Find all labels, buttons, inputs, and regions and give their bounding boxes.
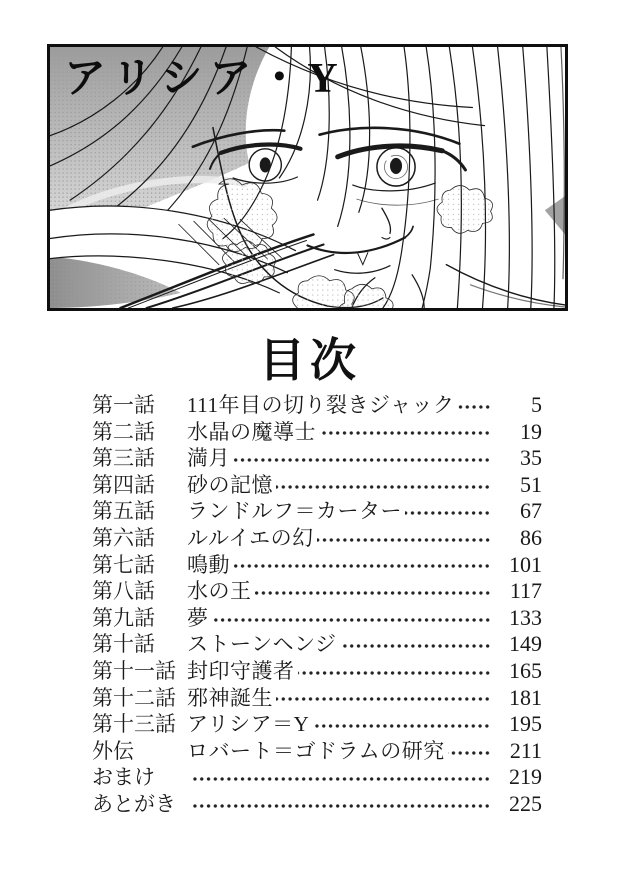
- chapter-label: 第十二話: [92, 685, 176, 710]
- chapter-label: 第四話: [92, 472, 155, 497]
- chapter-label: 第八話: [92, 579, 155, 604]
- chapter-title: 砂の記憶: [187, 472, 273, 497]
- toc-row: [92, 392, 542, 419]
- page-number: 51: [520, 471, 542, 497]
- toc-row: [92, 578, 542, 605]
- chapter-label: 第六話: [92, 525, 155, 550]
- dot-leader: [276, 696, 491, 702]
- dot-leader: [233, 563, 491, 569]
- chapter-title: 水晶の魔導士: [187, 419, 316, 444]
- toc-row: [92, 685, 542, 712]
- toc-row: [92, 525, 542, 552]
- toc-list: [92, 392, 542, 818]
- dot-leader: [317, 537, 491, 543]
- dot-leader: [405, 510, 491, 516]
- chapter-label: 第十一話: [92, 658, 176, 683]
- toc-heading: 目次: [259, 335, 361, 386]
- page-number: 67: [520, 498, 542, 524]
- chapter-label: 外伝: [92, 738, 134, 763]
- dot-leader: [458, 404, 491, 410]
- dot-leader: [298, 670, 492, 676]
- chapter-title: 水の王: [187, 579, 252, 604]
- chapter-title: 封印守護者: [187, 658, 295, 683]
- toc-row: [92, 711, 542, 738]
- page-number: 86: [520, 524, 542, 550]
- chapter-label: 第十話: [92, 632, 155, 657]
- dot-leader: [190, 776, 491, 782]
- page-number: 117: [509, 578, 542, 604]
- toc-row: [92, 631, 542, 658]
- page-number: 149: [509, 631, 542, 657]
- chapter-label: 第五話: [92, 499, 155, 524]
- chapter-title: 鳴動: [187, 552, 230, 577]
- chapter-label: 第十三話: [92, 712, 176, 737]
- toc-row: [92, 472, 542, 499]
- dot-leader: [233, 457, 491, 463]
- cover-title: アリシア・Y: [64, 56, 345, 102]
- toc-row: [92, 658, 542, 685]
- chapter-label: 第九話: [92, 605, 155, 630]
- chapter-label: あとがき: [92, 791, 176, 816]
- dot-leader: [448, 750, 491, 756]
- dot-leader: [340, 643, 491, 649]
- chapter-title: 111年目の切り裂きジャック: [187, 393, 455, 417]
- chapter-label: 第一話: [92, 393, 155, 417]
- chapter-title: 夢: [187, 605, 209, 630]
- toc-row: [92, 552, 542, 579]
- toc-row: [92, 419, 542, 446]
- page-number: 101: [509, 551, 542, 577]
- dot-leader: [212, 617, 492, 623]
- chapter-title: ルルイエの幻: [187, 525, 314, 550]
- page-number: 5: [531, 392, 542, 417]
- page-number: 19: [520, 418, 542, 444]
- dot-leader: [190, 803, 491, 809]
- page-number: 211: [509, 737, 542, 763]
- toc-row: [92, 605, 542, 632]
- chapter-title: 邪神誕生: [187, 685, 273, 710]
- chapter-title: ロバート＝ゴドラムの研究: [187, 738, 445, 763]
- toc-row: [92, 791, 542, 818]
- toc-row: [92, 738, 542, 765]
- dot-leader: [276, 484, 491, 490]
- chapter-title: 満月: [187, 446, 230, 471]
- cover-illustration-panel: [47, 44, 568, 311]
- chapter-label: 第二話: [92, 419, 155, 444]
- page-number: 225: [509, 790, 542, 816]
- chapter-title: ランドルフ＝カーター: [187, 499, 402, 524]
- chapter-label: 第三話: [92, 446, 155, 471]
- toc-row: [92, 445, 542, 472]
- page-number: 181: [509, 684, 542, 710]
- page-number: 133: [509, 604, 542, 630]
- dot-leader: [319, 430, 491, 436]
- page-number: 165: [509, 657, 542, 683]
- chapter-label: おまけ: [92, 765, 155, 790]
- dot-leader: [312, 723, 491, 729]
- toc-row: [92, 498, 542, 525]
- chapter-label: 第七話: [92, 552, 155, 577]
- page-number: 219: [509, 764, 542, 790]
- scale-pattern: [207, 179, 492, 308]
- chapter-title: ストーンヘンジ: [187, 632, 337, 657]
- dot-leader: [255, 590, 492, 596]
- page-number: 35: [520, 445, 542, 471]
- page-number: 195: [509, 711, 542, 737]
- chapter-title: アリシア＝Y: [187, 712, 310, 737]
- toc-row: [92, 764, 542, 791]
